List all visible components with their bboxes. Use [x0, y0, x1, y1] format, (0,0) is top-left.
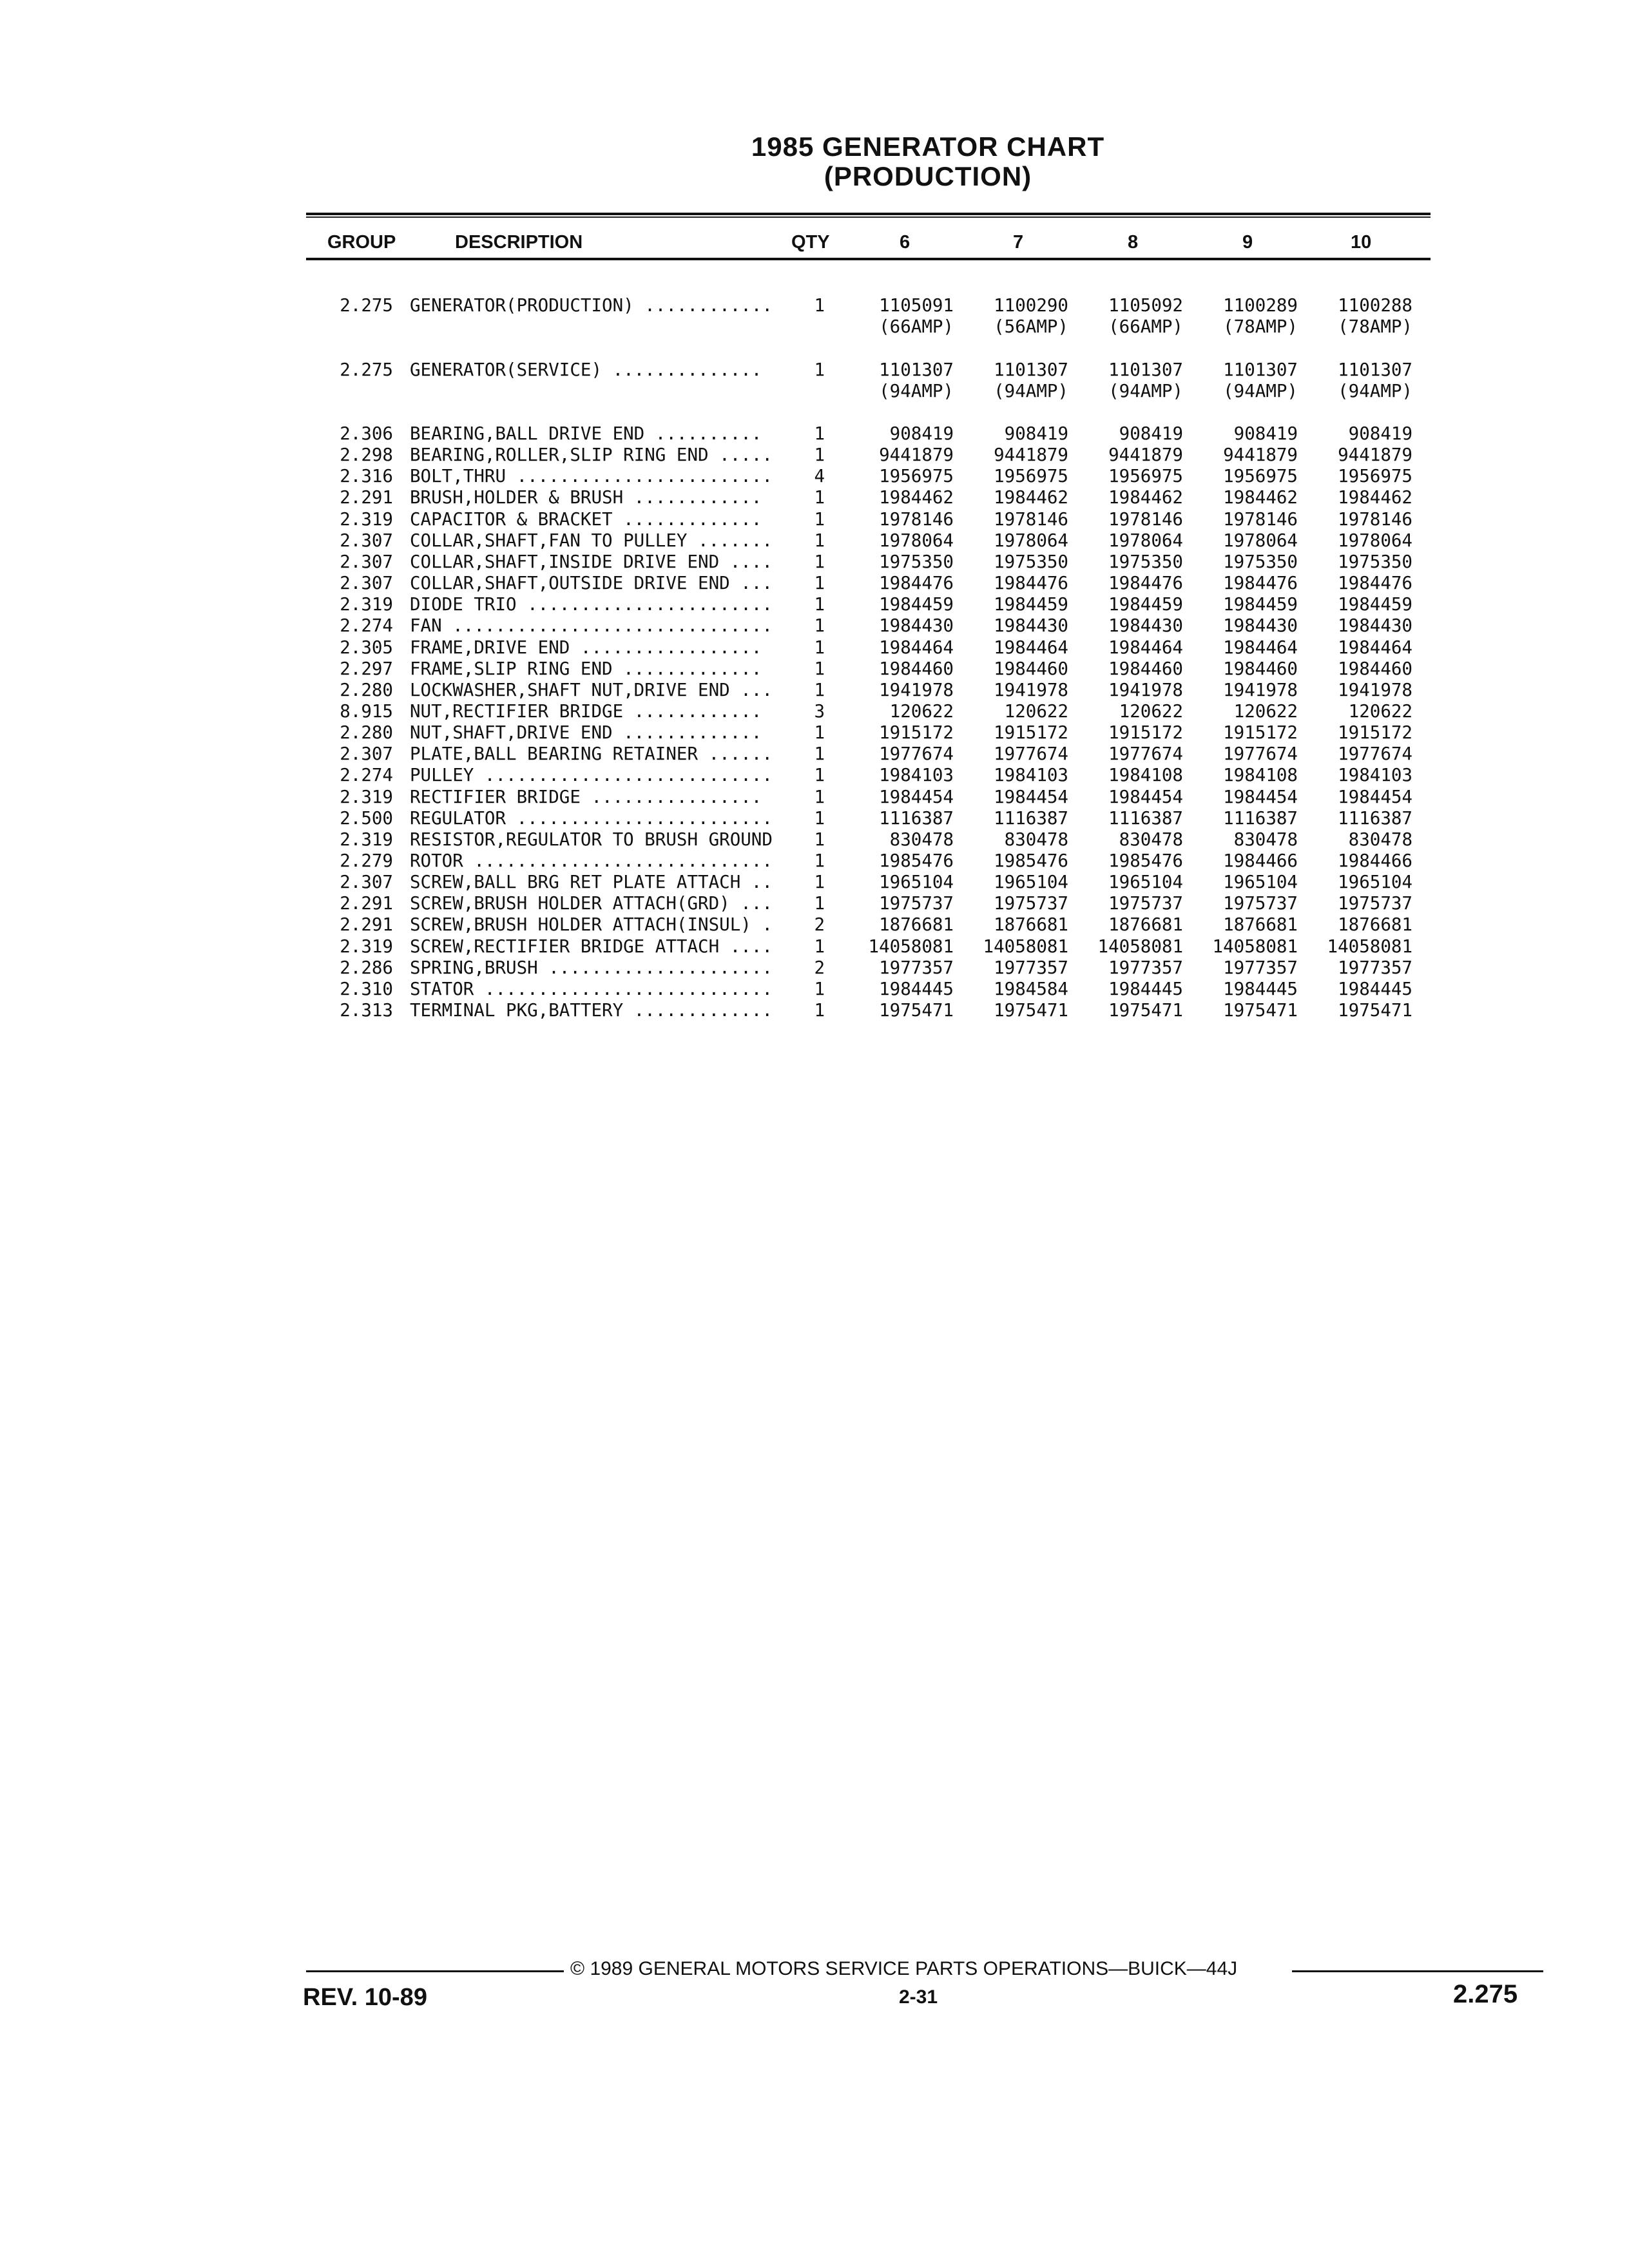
part-number-col-6: 1101307 — [879, 360, 954, 380]
part-number-col-9: 1956975 — [1223, 466, 1298, 486]
amp-rating-col-10: (78AMP) — [1338, 316, 1412, 337]
part-number-col-6: 1984462 — [879, 487, 954, 508]
footer-page-number: 2-31 — [899, 1986, 938, 2008]
part-description: SCREW,BRUSH HOLDER ATTACH(INSUL) . — [410, 914, 773, 935]
part-number-col-10: 1984103 — [1338, 765, 1412, 785]
group-code: 2.280 — [340, 722, 393, 743]
group-code: 2.291 — [340, 487, 393, 508]
part-number-col-8: 1116387 — [1108, 808, 1183, 829]
part-description: BOLT,THRU ........................ — [410, 466, 773, 486]
column-header-6: 6 — [900, 232, 911, 253]
part-number-col-9: 1876681 — [1223, 914, 1298, 935]
part-number-col-6: 1915172 — [879, 722, 954, 743]
part-number-col-8: 120622 — [1119, 701, 1183, 722]
part-number-col-7: 1985476 — [994, 850, 1068, 871]
part-description: COLLAR,SHAFT,OUTSIDE DRIVE END ... — [410, 573, 773, 593]
column-header-qty: QTY — [791, 232, 830, 253]
footer-section-number: 2.275 — [1453, 1980, 1518, 2008]
part-number-col-8: 1978146 — [1108, 509, 1183, 530]
part-number-col-8: 1105092 — [1108, 295, 1183, 316]
group-code: 2.297 — [340, 658, 393, 679]
column-header-8: 8 — [1128, 232, 1139, 253]
part-description: REGULATOR ........................ — [410, 808, 773, 829]
part-number-col-10: 908419 — [1348, 423, 1412, 444]
part-number-col-6: 1984445 — [879, 979, 954, 999]
part-number-col-9: 1984108 — [1223, 765, 1298, 785]
part-number-col-6: 1975737 — [879, 893, 954, 914]
group-code: 2.279 — [340, 850, 393, 871]
part-number-col-9: 120622 — [1233, 701, 1298, 722]
part-number-col-9: 1915172 — [1223, 722, 1298, 743]
part-description: BEARING,ROLLER,SLIP RING END ..... — [410, 445, 773, 465]
part-number-col-7: 1984459 — [994, 594, 1068, 615]
group-code: 2.316 — [340, 466, 393, 486]
part-number-col-9: 14058081 — [1212, 936, 1298, 957]
part-number-col-10: 830478 — [1348, 829, 1412, 850]
chart-title-line1: 1985 GENERATOR CHART — [751, 131, 1105, 162]
part-quantity: 1 — [814, 1000, 825, 1021]
part-quantity: 1 — [814, 295, 825, 316]
part-description: LOCKWASHER,SHAFT NUT,DRIVE END ... — [410, 680, 773, 700]
part-number-col-7: 1984430 — [994, 615, 1068, 636]
part-number-col-6: 1105091 — [879, 295, 954, 316]
footer-revision: REV. 10-89 — [303, 1984, 427, 2011]
part-number-col-9: 1978146 — [1223, 509, 1298, 530]
part-description: DIODE TRIO ....................... — [410, 594, 773, 615]
part-description: PULLEY ........................... — [410, 765, 773, 785]
part-quantity: 1 — [814, 744, 825, 764]
part-number-col-9: 1984476 — [1223, 573, 1298, 593]
part-description: RECTIFIER BRIDGE ................ — [410, 787, 762, 807]
part-number-col-7: 1984462 — [994, 487, 1068, 508]
part-number-col-7: 1975350 — [994, 552, 1068, 572]
part-number-col-9: 1984454 — [1223, 787, 1298, 807]
part-quantity: 1 — [814, 658, 825, 679]
part-description: FRAME,SLIP RING END ............. — [410, 658, 762, 679]
part-number-col-8: 1984476 — [1108, 573, 1183, 593]
group-code: 2.310 — [340, 979, 393, 999]
part-quantity: 1 — [814, 787, 825, 807]
part-number-col-10: 1977674 — [1338, 744, 1412, 764]
part-number-col-9: 1975471 — [1223, 1000, 1298, 1021]
part-number-col-6: 1956975 — [879, 466, 954, 486]
part-quantity: 1 — [814, 979, 825, 999]
part-number-col-6: 1975350 — [879, 552, 954, 572]
part-number-col-6: 1975471 — [879, 1000, 954, 1021]
part-number-col-10: 1984459 — [1338, 594, 1412, 615]
amp-rating-col-8: (66AMP) — [1108, 316, 1183, 337]
part-number-col-9: 1978064 — [1223, 530, 1298, 551]
part-number-col-10: 1984464 — [1338, 637, 1412, 658]
part-number-col-8: 14058081 — [1097, 936, 1183, 957]
amp-rating-col-7: (94AMP) — [994, 381, 1068, 401]
group-code: 2.275 — [340, 295, 393, 316]
group-code: 2.319 — [340, 509, 393, 530]
part-number-col-6: 1984454 — [879, 787, 954, 807]
part-number-col-8: 908419 — [1119, 423, 1183, 444]
footer-rule-left — [306, 1970, 564, 1972]
part-number-col-9: 1984430 — [1223, 615, 1298, 636]
part-number-col-10: 1984476 — [1338, 573, 1412, 593]
part-number-col-10: 1956975 — [1338, 466, 1412, 486]
amp-rating-col-6: (94AMP) — [879, 381, 954, 401]
group-code: 2.305 — [340, 637, 393, 658]
part-number-col-6: 1965104 — [879, 872, 954, 892]
part-number-col-7: 1100290 — [994, 295, 1068, 316]
part-number-col-8: 830478 — [1119, 829, 1183, 850]
part-number-col-10: 120622 — [1348, 701, 1412, 722]
part-quantity: 1 — [814, 573, 825, 593]
part-number-col-8: 1977357 — [1108, 957, 1183, 978]
part-number-col-9: 1984466 — [1223, 850, 1298, 871]
group-code: 2.307 — [340, 552, 393, 572]
part-description: NUT,SHAFT,DRIVE END ............. — [410, 722, 762, 743]
part-number-col-7: 1978064 — [994, 530, 1068, 551]
group-code: 2.319 — [340, 594, 393, 615]
part-description: TERMINAL PKG,BATTERY ............. — [410, 1000, 773, 1021]
part-description: STATOR ........................... — [410, 979, 773, 999]
part-number-col-6: 9441879 — [879, 445, 954, 465]
amp-rating-col-10: (94AMP) — [1338, 381, 1412, 401]
part-number-col-6: 14058081 — [868, 936, 954, 957]
part-number-col-9: 1984459 — [1223, 594, 1298, 615]
part-description: PLATE,BALL BEARING RETAINER ...... — [410, 744, 773, 764]
part-number-col-9: 1984460 — [1223, 658, 1298, 679]
part-number-col-7: 1977674 — [994, 744, 1068, 764]
part-number-col-8: 1965104 — [1108, 872, 1183, 892]
part-quantity: 2 — [814, 957, 825, 978]
part-description: FRAME,DRIVE END ................. — [410, 637, 762, 658]
part-number-col-8: 1101307 — [1108, 360, 1183, 380]
part-number-col-9: 1984462 — [1223, 487, 1298, 508]
part-number-col-7: 1984584 — [994, 979, 1068, 999]
part-number-col-9: 1984445 — [1223, 979, 1298, 999]
group-code: 2.319 — [340, 787, 393, 807]
part-number-col-7: 1101307 — [994, 360, 1068, 380]
header-bottom-rule — [306, 258, 1431, 260]
part-number-col-7: 1956975 — [994, 466, 1068, 486]
part-number-col-8: 1978064 — [1108, 530, 1183, 551]
part-description: SCREW,RECTIFIER BRIDGE ATTACH .... — [410, 936, 773, 957]
part-quantity: 2 — [814, 914, 825, 935]
part-number-col-7: 1965104 — [994, 872, 1068, 892]
part-number-col-7: 1975737 — [994, 893, 1068, 914]
part-number-col-9: 1977674 — [1223, 744, 1298, 764]
part-number-col-6: 1941978 — [879, 680, 954, 700]
part-number-col-10: 14058081 — [1327, 936, 1412, 957]
part-number-col-6: 1984103 — [879, 765, 954, 785]
group-code: 2.307 — [340, 573, 393, 593]
part-number-col-10: 1984445 — [1338, 979, 1412, 999]
part-description: SPRING,BRUSH ..................... — [410, 957, 773, 978]
amp-rating-col-8: (94AMP) — [1108, 381, 1183, 401]
part-number-col-10: 1915172 — [1338, 722, 1412, 743]
part-number-col-6: 1984459 — [879, 594, 954, 615]
group-code: 2.291 — [340, 893, 393, 914]
chart-title-line2: (PRODUCTION) — [824, 161, 1032, 191]
part-description: CAPACITOR & BRACKET ............. — [410, 509, 762, 530]
part-description: COLLAR,SHAFT,FAN TO PULLEY ....... — [410, 530, 773, 551]
part-description: SCREW,BALL BRG RET PLATE ATTACH .. — [410, 872, 773, 892]
part-number-col-7: 120622 — [1004, 701, 1068, 722]
footer-rule-right — [1292, 1970, 1543, 1972]
part-number-col-7: 1984460 — [994, 658, 1068, 679]
part-number-col-7: 1876681 — [994, 914, 1068, 935]
part-quantity: 1 — [814, 615, 825, 636]
part-quantity: 1 — [814, 829, 825, 850]
header-top-rule — [306, 213, 1431, 215]
part-number-col-6: 120622 — [889, 701, 954, 722]
part-number-col-6: 1984430 — [879, 615, 954, 636]
group-code: 2.291 — [340, 914, 393, 935]
part-number-col-10: 1941978 — [1338, 680, 1412, 700]
part-number-col-6: 1984460 — [879, 658, 954, 679]
group-code: 2.275 — [340, 360, 393, 380]
part-number-col-6: 1984476 — [879, 573, 954, 593]
footer-copyright: © 1989 GENERAL MOTORS SERVICE PARTS OPERATIONS—BUICK—44J — [570, 1958, 1238, 1979]
part-number-col-8: 1984460 — [1108, 658, 1183, 679]
part-number-col-6: 1978146 — [879, 509, 954, 530]
part-number-col-8: 1984445 — [1108, 979, 1183, 999]
column-header-7: 7 — [1013, 232, 1024, 253]
part-number-col-8: 1984108 — [1108, 765, 1183, 785]
part-number-col-10: 1975737 — [1338, 893, 1412, 914]
part-number-col-7: 908419 — [1004, 423, 1068, 444]
group-code: 2.274 — [340, 765, 393, 785]
part-number-col-8: 1975737 — [1108, 893, 1183, 914]
part-quantity: 3 — [814, 701, 825, 722]
part-description: GENERATOR(SERVICE) .............. — [410, 360, 762, 380]
part-number-col-8: 1977674 — [1108, 744, 1183, 764]
part-number-col-7: 1984464 — [994, 637, 1068, 658]
part-number-col-7: 1915172 — [994, 722, 1068, 743]
group-code: 8.915 — [340, 701, 393, 722]
part-number-col-8: 1956975 — [1108, 466, 1183, 486]
part-number-col-8: 1975471 — [1108, 1000, 1183, 1021]
part-quantity: 1 — [814, 808, 825, 829]
part-number-col-7: 1978146 — [994, 509, 1068, 530]
group-code: 2.306 — [340, 423, 393, 444]
part-number-col-10: 1978064 — [1338, 530, 1412, 551]
part-quantity: 4 — [814, 466, 825, 486]
part-number-col-8: 1876681 — [1108, 914, 1183, 935]
part-quantity: 1 — [814, 445, 825, 465]
group-code: 2.274 — [340, 615, 393, 636]
part-number-col-8: 1975350 — [1108, 552, 1183, 572]
amp-rating-col-9: (78AMP) — [1223, 316, 1298, 337]
part-number-col-7: 1941978 — [994, 680, 1068, 700]
part-number-col-8: 1984464 — [1108, 637, 1183, 658]
part-description: FAN .............................. — [410, 615, 773, 636]
part-number-col-10: 1965104 — [1338, 872, 1412, 892]
part-number-col-9: 1977357 — [1223, 957, 1298, 978]
group-code: 2.319 — [340, 936, 393, 957]
part-number-col-7: 14058081 — [983, 936, 1068, 957]
part-description: BEARING,BALL DRIVE END .......... — [410, 423, 762, 444]
part-quantity: 1 — [814, 487, 825, 508]
part-number-col-6: 1977674 — [879, 744, 954, 764]
part-quantity: 1 — [814, 637, 825, 658]
group-code: 2.319 — [340, 829, 393, 850]
part-number-col-6: 1984464 — [879, 637, 954, 658]
group-code: 2.286 — [340, 957, 393, 978]
part-number-col-7: 1975471 — [994, 1000, 1068, 1021]
part-number-col-10: 1984454 — [1338, 787, 1412, 807]
part-number-col-7: 1977357 — [994, 957, 1068, 978]
part-number-col-9: 9441879 — [1223, 445, 1298, 465]
column-header-description: DESCRIPTION — [455, 232, 583, 253]
part-number-col-10: 1975350 — [1338, 552, 1412, 572]
group-code: 2.307 — [340, 530, 393, 551]
part-number-col-9: 908419 — [1233, 423, 1298, 444]
part-number-col-7: 1984476 — [994, 573, 1068, 593]
part-quantity: 1 — [814, 509, 825, 530]
chart-title — [683, 132, 1173, 191]
part-number-col-8: 1915172 — [1108, 722, 1183, 743]
part-number-col-7: 1984103 — [994, 765, 1068, 785]
part-description: ROTOR ............................ — [410, 850, 773, 871]
group-code: 2.298 — [340, 445, 393, 465]
part-number-col-8: 1941978 — [1108, 680, 1183, 700]
part-number-col-10: 1116387 — [1338, 808, 1412, 829]
part-number-col-9: 1975350 — [1223, 552, 1298, 572]
group-code: 2.307 — [340, 872, 393, 892]
part-number-col-7: 830478 — [1004, 829, 1068, 850]
part-number-col-6: 908419 — [889, 423, 954, 444]
part-number-col-10: 1984462 — [1338, 487, 1412, 508]
part-number-col-6: 1978064 — [879, 530, 954, 551]
part-number-col-10: 1975471 — [1338, 1000, 1412, 1021]
part-number-col-9: 830478 — [1233, 829, 1298, 850]
part-number-col-10: 1876681 — [1338, 914, 1412, 935]
part-quantity: 1 — [814, 594, 825, 615]
part-number-col-10: 1977357 — [1338, 957, 1412, 978]
part-number-col-6: 1985476 — [879, 850, 954, 871]
part-number-col-10: 1978146 — [1338, 509, 1412, 530]
part-number-col-8: 1984459 — [1108, 594, 1183, 615]
column-header-10: 10 — [1351, 232, 1372, 253]
group-code: 2.500 — [340, 808, 393, 829]
part-number-col-8: 1984430 — [1108, 615, 1183, 636]
part-quantity: 1 — [814, 530, 825, 551]
part-number-col-10: 1984460 — [1338, 658, 1412, 679]
part-description: BRUSH,HOLDER & BRUSH ............ — [410, 487, 762, 508]
group-code: 2.313 — [340, 1000, 393, 1021]
part-quantity: 1 — [814, 722, 825, 743]
group-code: 2.280 — [340, 680, 393, 700]
part-number-col-10: 1100288 — [1338, 295, 1412, 316]
part-quantity: 1 — [814, 680, 825, 700]
part-number-col-6: 830478 — [889, 829, 954, 850]
part-description: SCREW,BRUSH HOLDER ATTACH(GRD) ... — [410, 893, 773, 914]
part-number-col-8: 1984454 — [1108, 787, 1183, 807]
part-number-col-8: 9441879 — [1108, 445, 1183, 465]
part-number-col-6: 1116387 — [879, 808, 954, 829]
part-number-col-10: 1984466 — [1338, 850, 1412, 871]
part-number-col-7: 1116387 — [994, 808, 1068, 829]
part-description: RESISTOR,REGULATOR TO BRUSH GROUND — [410, 829, 773, 850]
part-quantity: 1 — [814, 850, 825, 871]
part-number-col-6: 1876681 — [879, 914, 954, 935]
part-number-col-9: 1984464 — [1223, 637, 1298, 658]
amp-rating-col-9: (94AMP) — [1223, 381, 1298, 401]
part-quantity: 1 — [814, 423, 825, 444]
amp-rating-col-7: (56AMP) — [994, 316, 1068, 337]
group-code: 2.307 — [340, 744, 393, 764]
part-quantity: 1 — [814, 552, 825, 572]
part-number-col-7: 9441879 — [994, 445, 1068, 465]
part-quantity: 1 — [814, 360, 825, 380]
part-number-col-6: 1977357 — [879, 957, 954, 978]
part-number-col-9: 1100289 — [1223, 295, 1298, 316]
part-quantity: 1 — [814, 765, 825, 785]
column-header-group: GROUP — [327, 232, 396, 253]
part-number-col-8: 1984462 — [1108, 487, 1183, 508]
column-header-9: 9 — [1242, 232, 1253, 253]
part-number-col-10: 1101307 — [1338, 360, 1412, 380]
part-description: COLLAR,SHAFT,INSIDE DRIVE END .... — [410, 552, 773, 572]
part-description: GENERATOR(PRODUCTION) ............ — [410, 295, 773, 316]
amp-rating-col-6: (66AMP) — [879, 316, 954, 337]
part-number-col-8: 1985476 — [1108, 850, 1183, 871]
part-number-col-9: 1941978 — [1223, 680, 1298, 700]
part-number-col-7: 1984454 — [994, 787, 1068, 807]
part-number-col-9: 1965104 — [1223, 872, 1298, 892]
part-number-col-9: 1975737 — [1223, 893, 1298, 914]
part-quantity: 1 — [814, 872, 825, 892]
part-quantity: 1 — [814, 936, 825, 957]
part-number-col-9: 1101307 — [1223, 360, 1298, 380]
part-quantity: 1 — [814, 893, 825, 914]
part-number-col-10: 1984430 — [1338, 615, 1412, 636]
header-top-rule-2 — [306, 216, 1431, 218]
part-number-col-10: 9441879 — [1338, 445, 1412, 465]
part-description: NUT,RECTIFIER BRIDGE ............ — [410, 701, 762, 722]
part-number-col-9: 1116387 — [1223, 808, 1298, 829]
